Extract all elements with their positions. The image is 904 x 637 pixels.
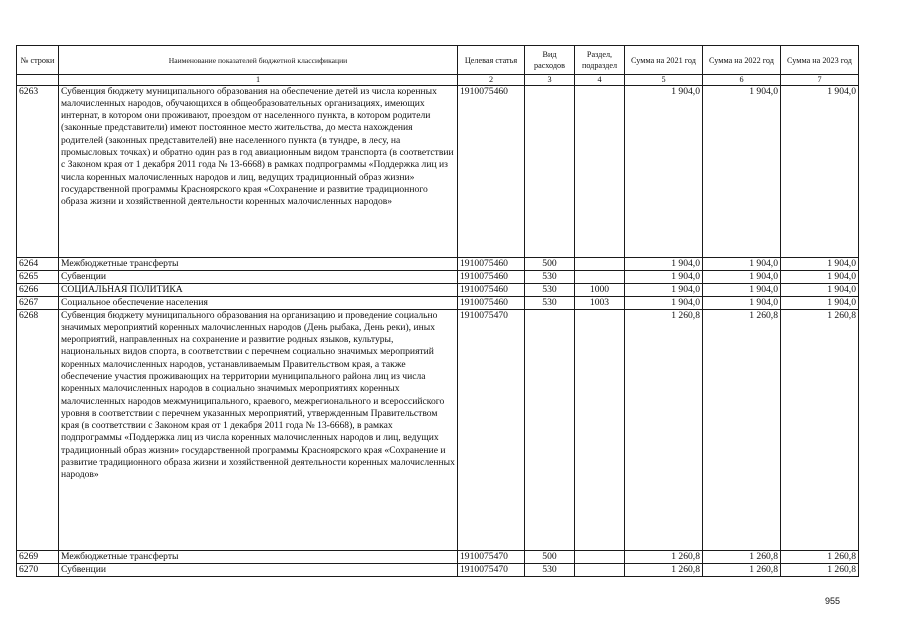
column-number: 2 bbox=[458, 75, 525, 86]
column-number bbox=[17, 75, 59, 86]
row-target: 1910075460 bbox=[458, 257, 525, 270]
row-sum-2023: 1 904,0 bbox=[781, 296, 859, 309]
row-target: 1910075460 bbox=[458, 296, 525, 309]
row-exp-type: 500 bbox=[525, 550, 575, 563]
row-number: 6266 bbox=[17, 283, 59, 296]
row-number: 6263 bbox=[17, 85, 59, 257]
column-number-row bbox=[17, 75, 859, 86]
row-sum-2023: 1 260,8 bbox=[781, 563, 859, 576]
table-row bbox=[17, 283, 859, 296]
row-sum-2023: 1 904,0 bbox=[781, 85, 859, 257]
row-target: 1910075470 bbox=[458, 563, 525, 576]
row-sum-2021: 1 260,8 bbox=[625, 550, 703, 563]
row-sum-2022: 1 260,8 bbox=[703, 309, 781, 550]
row-name: Субвенции bbox=[59, 563, 458, 576]
header-name: Наименование показателей бюджетной классификации bbox=[59, 46, 458, 75]
table-row bbox=[17, 270, 859, 283]
row-exp-type: 530 bbox=[525, 283, 575, 296]
header-sum-2022: Сумма на 2022 год bbox=[703, 46, 781, 75]
row-sum-2023: 1 260,8 bbox=[781, 309, 859, 550]
table-row bbox=[17, 550, 859, 563]
row-number: 6264 bbox=[17, 257, 59, 270]
row-name: Субвенция бюджету муниципального образования на организацию и проведение социально значимых мероприятий коренных малочисленных народов (День рыбака, День реки), иных мероприятий, направленных на сохранение и развитие родных языков, культуры, национальных видов спорта, в соответствии с перечнем социально значимых мероприятий коренных малочисленных народов, устанавливаемым Правительством края, а также обеспечение участия проживающих на территории муниципального района лиц из числа коренных малочисленных народов в социально значимых мероприятиях коренных малочисленных народов межмуниципального, краевого, межрегионального и всероссийского уровня в соответствии с перечнем указанных мероприятий, утвержденным Правительством края (в соответствии с Законом края от 1 декабря 2011 года № 13-6668), в рамках подпрограммы «Поддержка лиц из числа коренных малочисленных народов и лиц, ведущих традиционный образ жизни» государственной программы Красноярского края «Сохранение и развитие традиционного образа жизни и хозяйственной деятельности коренных малочисленных народов» bbox=[59, 309, 458, 550]
column-number: 7 bbox=[781, 75, 859, 86]
row-exp-type: 530 bbox=[525, 563, 575, 576]
row-section bbox=[575, 85, 625, 257]
header-sum-2023: Сумма на 2023 год bbox=[781, 46, 859, 75]
table-row bbox=[17, 296, 859, 309]
column-number: 1 bbox=[59, 75, 458, 86]
row-name: Субвенции bbox=[59, 270, 458, 283]
column-number: 4 bbox=[575, 75, 625, 86]
row-section bbox=[575, 550, 625, 563]
header-exp-type: Вид расходов bbox=[525, 46, 575, 75]
page-number: 955 bbox=[825, 596, 841, 606]
row-sum-2021: 1 904,0 bbox=[625, 257, 703, 270]
header-row bbox=[17, 46, 859, 75]
row-exp-type: 500 bbox=[525, 257, 575, 270]
row-target: 1910075460 bbox=[458, 270, 525, 283]
header-section: Раздел, подраздел bbox=[575, 46, 625, 75]
row-sum-2023: 1 260,8 bbox=[781, 550, 859, 563]
row-number: 6270 bbox=[17, 563, 59, 576]
table-row bbox=[17, 85, 859, 257]
row-sum-2021: 1 904,0 bbox=[625, 85, 703, 257]
row-target: 1910075470 bbox=[458, 550, 525, 563]
row-number: 6269 bbox=[17, 550, 59, 563]
row-exp-type bbox=[525, 309, 575, 550]
table-row bbox=[17, 563, 859, 576]
row-number: 6267 bbox=[17, 296, 59, 309]
row-target: 1910075460 bbox=[458, 283, 525, 296]
row-exp-type: 530 bbox=[525, 270, 575, 283]
row-section bbox=[575, 257, 625, 270]
row-section bbox=[575, 270, 625, 283]
header-sum-2021: Сумма на 2021 год bbox=[625, 46, 703, 75]
header-target: Целевая статья bbox=[458, 46, 525, 75]
row-section: 1000 bbox=[575, 283, 625, 296]
column-number: 5 bbox=[625, 75, 703, 86]
row-sum-2022: 1 904,0 bbox=[703, 283, 781, 296]
row-sum-2022: 1 260,8 bbox=[703, 550, 781, 563]
row-name: Субвенция бюджету муниципального образования на обеспечение детей из числа коренных малочисленных народов, обучающихся в общеобразовательных организациях, имеющих интернат, в котором они проживают, проездом от населенного пункта, в котором родители (законные представители) имеют постоянное место жительства, до места нахождения родителей (законных представителей) вне населенного пункта (в тундре, в лесу, на промысловых точках) и обратно один раз в год авиационным видом транспорта (в соответствии с Законом края от 1 декабря 2011 года № 13-6668) в рамках подпрограммы «Поддержка лиц из числа коренных малочисленных народов и лиц, ведущих традиционный образ жизни» государственной программы Красноярского края «Сохранение и развитие традиционного образа жизни и хозяйственной деятельности коренных малочисленных народов» bbox=[59, 85, 458, 257]
row-sum-2021: 1 260,8 bbox=[625, 309, 703, 550]
row-sum-2022: 1 904,0 bbox=[703, 296, 781, 309]
row-sum-2021: 1 904,0 bbox=[625, 270, 703, 283]
row-sum-2021: 1 904,0 bbox=[625, 296, 703, 309]
row-section bbox=[575, 563, 625, 576]
row-name: СОЦИАЛЬНАЯ ПОЛИТИКА bbox=[59, 283, 458, 296]
table-row bbox=[17, 257, 859, 270]
row-exp-type: 530 bbox=[525, 296, 575, 309]
row-sum-2022: 1 904,0 bbox=[703, 257, 781, 270]
row-sum-2023: 1 904,0 bbox=[781, 283, 859, 296]
row-target: 1910075460 bbox=[458, 85, 525, 257]
row-name: Межбюджетные трансферты bbox=[59, 550, 458, 563]
row-sum-2023: 1 904,0 bbox=[781, 257, 859, 270]
row-sum-2022: 1 260,8 bbox=[703, 563, 781, 576]
row-section bbox=[575, 309, 625, 550]
row-sum-2022: 1 904,0 bbox=[703, 85, 781, 257]
row-name: Социальное обеспечение населения bbox=[59, 296, 458, 309]
column-number: 6 bbox=[703, 75, 781, 86]
row-sum-2021: 1 904,0 bbox=[625, 283, 703, 296]
column-number: 3 bbox=[525, 75, 575, 86]
row-name: Межбюджетные трансферты bbox=[59, 257, 458, 270]
row-sum-2023: 1 904,0 bbox=[781, 270, 859, 283]
row-exp-type bbox=[525, 85, 575, 257]
row-sum-2022: 1 904,0 bbox=[703, 270, 781, 283]
table-row bbox=[17, 309, 859, 550]
budget-table bbox=[16, 45, 859, 577]
row-target: 1910075470 bbox=[458, 309, 525, 550]
row-sum-2021: 1 260,8 bbox=[625, 563, 703, 576]
row-number: 6268 bbox=[17, 309, 59, 550]
row-number: 6265 bbox=[17, 270, 59, 283]
header-row-no: № строки bbox=[17, 46, 59, 75]
row-section: 1003 bbox=[575, 296, 625, 309]
